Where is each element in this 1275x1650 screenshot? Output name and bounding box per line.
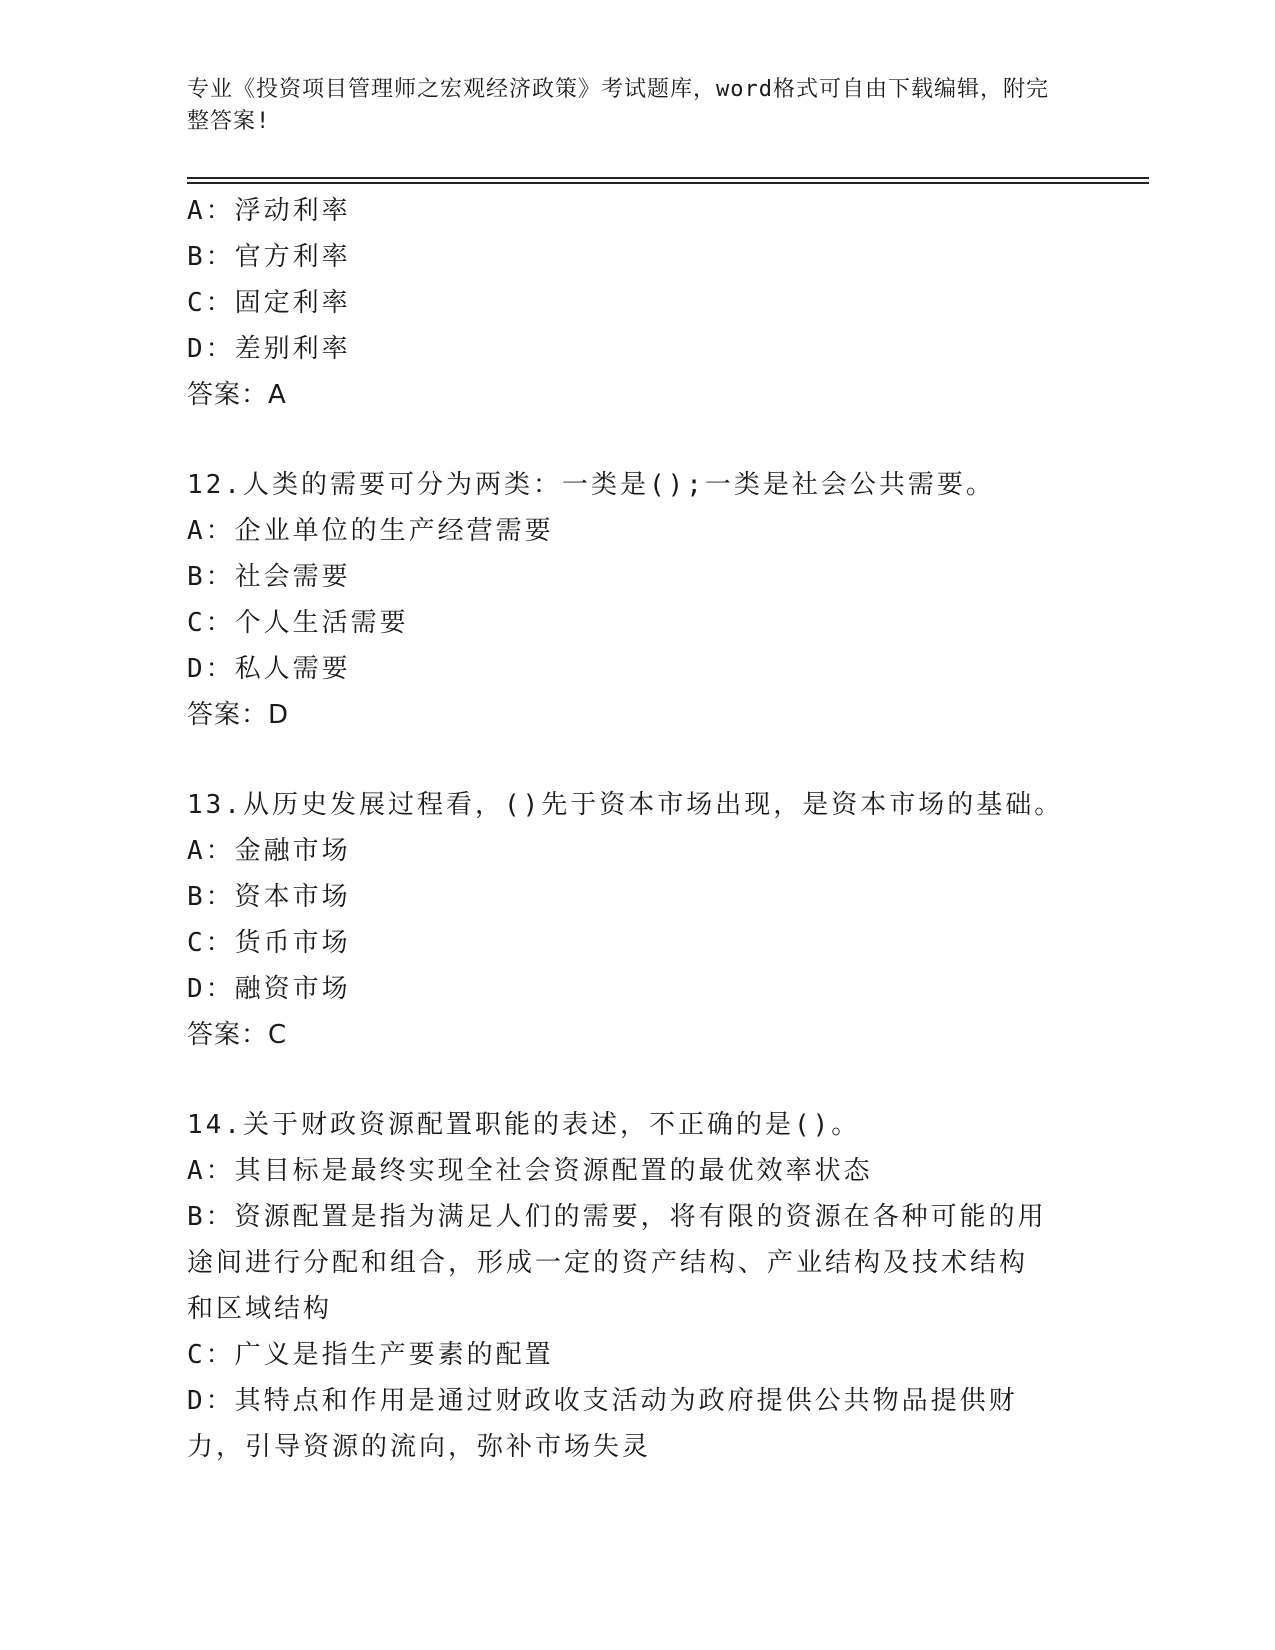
option-b: B：社会需要	[187, 562, 351, 592]
question-text: 13.从历史发展过程看，()先于资本市场出现，是资本市场的基础。	[187, 790, 1064, 820]
question-block-14	[187, 1102, 1087, 1470]
option-a: A：企业单位的生产经营需要	[187, 516, 554, 546]
document-header: 专业《投资项目管理师之宏观经济政策》考试题库，word格式可自由下载编辑，附完整答案!	[187, 77, 1049, 134]
answer-line: 答案：C	[187, 1020, 288, 1050]
question-block-12	[187, 462, 1087, 738]
option-b: B：官方利率	[187, 242, 351, 272]
option-d: D：融资市场	[187, 974, 351, 1004]
header-rule-top	[187, 177, 1149, 179]
question-text: 14.关于财政资源配置职能的表述，不正确的是()。	[187, 1110, 861, 1140]
header-rule-bottom	[187, 182, 1149, 184]
option-c: C：货币市场	[187, 928, 351, 958]
question-block-13	[187, 782, 1087, 1058]
option-d: D：其特点和作用是通过财政收支活动为政府提供公共物品提供财力，引导资源的流向，弥补市场失灵	[187, 1386, 1018, 1462]
option-c: C：固定利率	[187, 288, 351, 318]
question-list	[187, 188, 1087, 1470]
option-b: B：资本市场	[187, 882, 351, 912]
option-d: D：差别利率	[187, 334, 351, 364]
option-c: C：个人生活需要	[187, 608, 409, 638]
question-block-11	[187, 188, 1087, 418]
option-a: A：其目标是最终实现全社会资源配置的最优效率状态	[187, 1156, 873, 1186]
answer-line: 答案：D	[187, 700, 290, 730]
answer-line: 答案：A	[187, 380, 287, 410]
option-a: A：金融市场	[187, 836, 351, 866]
question-text: 12.人类的需要可分为两类：一类是();一类是社会公共需要。	[187, 470, 995, 500]
option-a: A：浮动利率	[187, 196, 351, 226]
option-c: C：广义是指生产要素的配置	[187, 1340, 554, 1370]
option-d: D：私人需要	[187, 654, 351, 684]
option-b: B：资源配置是指为满足人们的需要，将有限的资源在各种可能的用途间进行分配和组合，形成一定的资产结构、产业结构及技术结构和区域结构	[187, 1202, 1047, 1324]
